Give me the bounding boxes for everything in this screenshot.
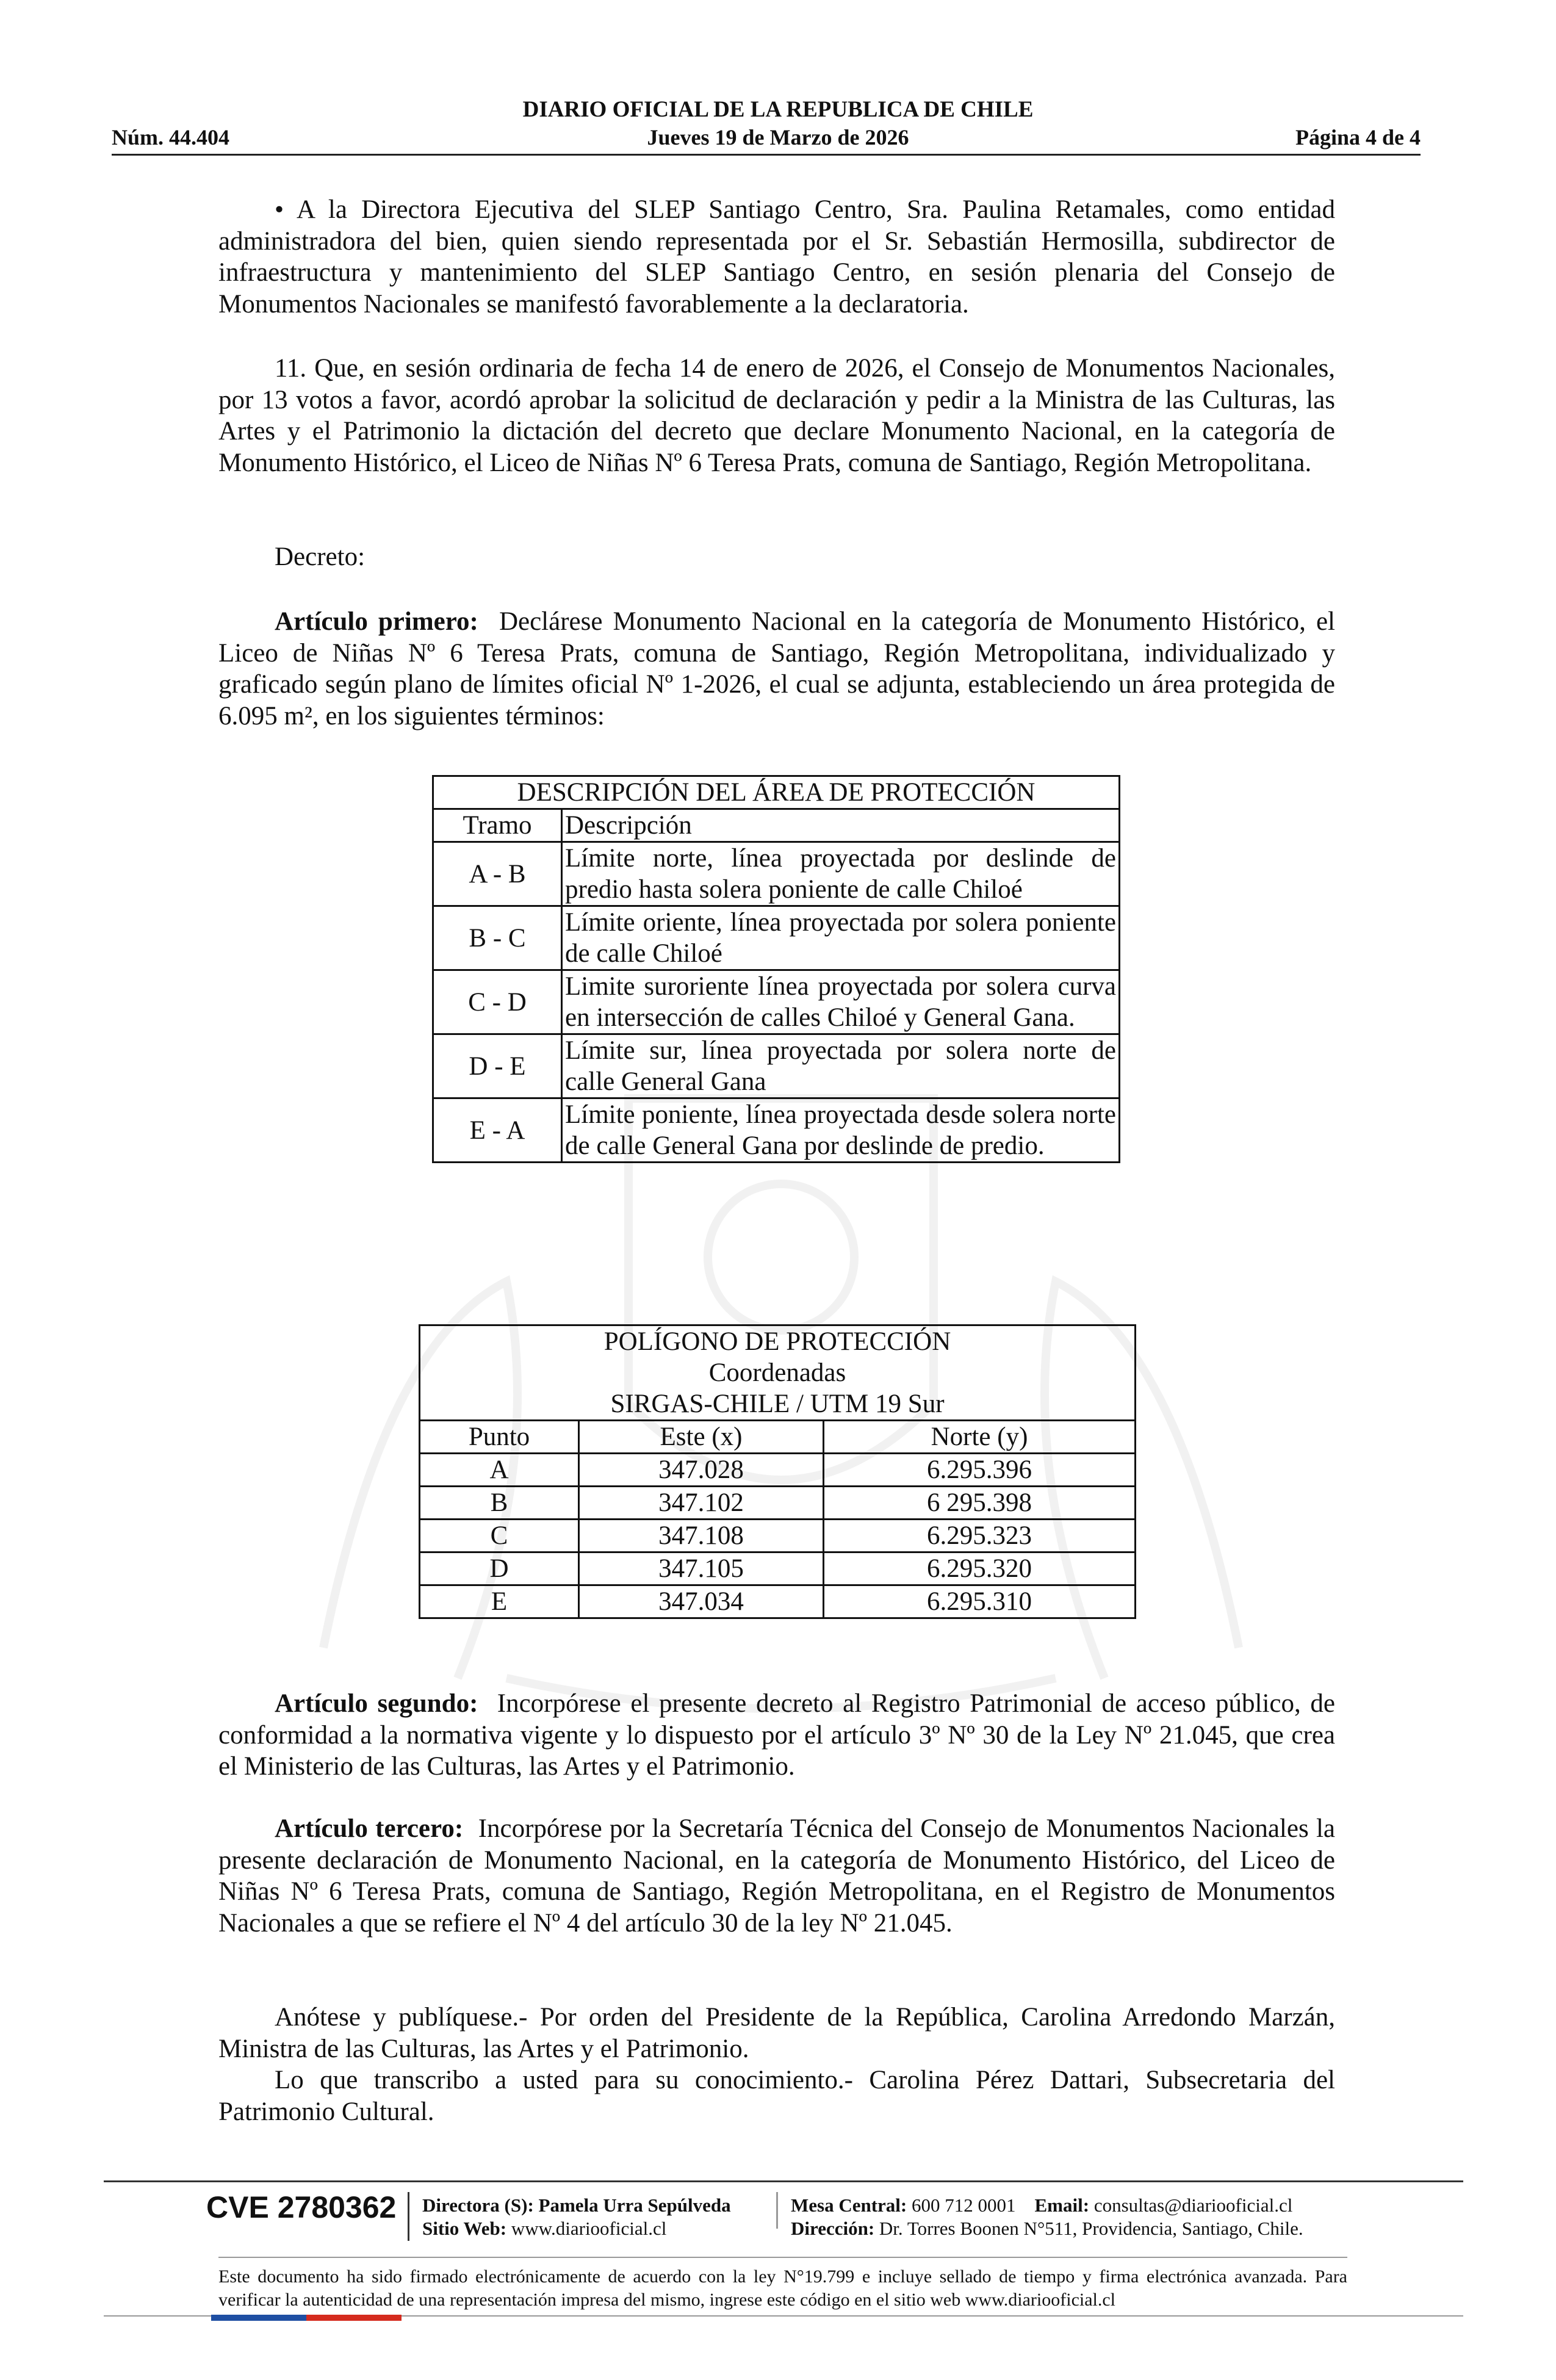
description-cell: Limite suroriente línea proyectada por solera curva en intersección de calles Chiloé y General Gana. <box>562 970 1120 1034</box>
footer-divider-top <box>104 2180 1463 2182</box>
closing-paragraph-1: Anótese y publíquese.- Por orden del Presidente de la República, Carolina Arredondo Marzán, Ministra de las Culturas, las Artes y el Patrimonio. <box>218 2003 1335 2063</box>
director-label: Directora (S): <box>422 2194 534 2216</box>
article-1-label: Artículo primero: <box>275 607 478 636</box>
table-row <box>420 1454 1136 1487</box>
table-row <box>433 842 1120 906</box>
address-value: Dr. Torres Boonen N°511, Providencia, Santiago, Chile. <box>879 2218 1303 2239</box>
col-header-este: Este (x) <box>579 1421 824 1454</box>
table-row <box>420 1585 1136 1618</box>
table-row <box>433 1098 1120 1163</box>
area-table-title: DESCRIPCIÓN DEL ÁREA DE PROTECCIÓN <box>433 776 1120 809</box>
flag-stripe-red <box>306 2315 402 2321</box>
paragraph-11: 11. Que, en sesión ordinaria de fecha 14 de enero de 2026, el Consejo de Monumentos Nacionales, por 13 votos a favor, acordó aprobar la solicitud de declaración y pedir a la Ministra de las Culturas, las Artes y el Patrimonio la dictación del decreto que declare Monumento Nacional, en la categoría de Monumento Histórico, el Liceo de Niñas Nº 6 Teresa Prats, comuna de Santiago, Región Metropolitana. <box>218 354 1335 477</box>
footer-contact-right <box>791 2194 1303 2240</box>
punto-cell: B <box>420 1487 579 1520</box>
tramo-cell: C - D <box>433 970 562 1034</box>
bullet-paragraph: • A la Directora Ejecutiva del SLEP Santiago Centro, Sra. Paulina Retamales, como entidad administradora del bien, quien siendo representada por el Sr. Sebastián Hermosilla, subdirector de infraestructura y mantenimiento del SLEP Santiago Centro, en sesión plenaria del Consejo de Monumentos Nacionales se manifestó favorablemente a la declaratoria. <box>218 195 1335 319</box>
table-row <box>433 970 1120 1034</box>
director-name: Pamela Urra Sepúlveda <box>538 2194 731 2216</box>
description-cell: Límite sur, línea proyectada por solera norte de calle General Gana <box>562 1034 1120 1098</box>
table-row <box>433 1034 1120 1098</box>
col-header-punto: Punto <box>420 1421 579 1454</box>
este-cell: 347.102 <box>579 1487 824 1520</box>
decreto-heading: Decreto: <box>275 543 366 571</box>
email-link[interactable]: consultas@diariooficial.cl <box>1093 2194 1293 2216</box>
footer-separator <box>776 2192 778 2229</box>
footer-divider-middle <box>218 2257 1347 2258</box>
description-cell: Límite poniente, línea proyectada desde solera norte de calle General Gana por deslinde de predio. <box>562 1098 1120 1163</box>
article-3-label: Artículo tercero: <box>275 1814 464 1843</box>
tramo-cell: A - B <box>433 842 562 906</box>
page-indicator: Página 4 de 4 <box>1295 125 1421 150</box>
issue-date: Jueves 19 de Marzo de 2026 <box>647 125 909 150</box>
norte-cell: 6.295.396 <box>824 1454 1136 1487</box>
website-label: Sitio Web: <box>422 2218 507 2239</box>
article-1 <box>218 606 1335 732</box>
closing-paragraph-2: Lo que transcribo a usted para su conocimiento.- Carolina Pérez Dattari, Subsecretaria del Patrimonio Cultural. <box>218 2066 1335 2126</box>
area-description-table <box>432 775 1120 1163</box>
flag-stripe-blue <box>211 2315 306 2321</box>
polygon-title-line3: SIRGAS-CHILE / UTM 19 Sur <box>610 1390 945 1418</box>
table-row <box>433 906 1120 970</box>
footer-contact-left <box>422 2194 731 2240</box>
polygon-table-title <box>420 1325 1136 1421</box>
article-2 <box>218 1688 1335 1783</box>
norte-cell: 6.295.323 <box>824 1520 1136 1552</box>
website-link[interactable]: www.diariooficial.cl <box>511 2218 667 2239</box>
punto-cell: A <box>420 1454 579 1487</box>
table-row <box>420 1487 1136 1520</box>
punto-cell: C <box>420 1520 579 1552</box>
col-header-norte: Norte (y) <box>824 1421 1136 1454</box>
table-row <box>420 1552 1136 1585</box>
phone-value: 600 712 0001 <box>912 2194 1016 2216</box>
tramo-cell: D - E <box>433 1034 562 1098</box>
norte-cell: 6.295.320 <box>824 1552 1136 1585</box>
norte-cell: 6 295.398 <box>824 1487 1136 1520</box>
col-header-descripcion: Descripción <box>562 809 1120 842</box>
footer-separator <box>408 2192 409 2241</box>
article-1-text: Declárese Monumento Nacional en la categoría de Monumento Histórico, el Liceo de Niñas Nº 6 Teresa Prats, comuna de Santiago, Región Metropolitana, individualizado y graficado según plano de límites oficial Nº 1-2026, el cual se adjunta, estableciendo un área protegida de 6.095 m², en los siguientes términos: <box>218 607 1335 730</box>
issue-number: Núm. 44.404 <box>112 125 230 150</box>
article-3-text: Incorpórese por la Secretaría Técnica del Consejo de Monumentos Nacionales la presente declaración de Monumento Nacional, en la categoría de Monumento Histórico, del Liceo de Niñas Nº 6 Teresa Prats, comuna de Santiago, Región Metropolitana, en el Registro de Monumentos Nacionales a que se refiere el Nº 4 del artículo 30 de la ley Nº 21.045. <box>218 1814 1335 1938</box>
este-cell: 347.028 <box>579 1454 824 1487</box>
polygon-title-line2: Coordenadas <box>708 1358 846 1387</box>
header-divider <box>112 154 1421 156</box>
table-row <box>420 1520 1136 1552</box>
email-label: Email: <box>1034 2194 1090 2216</box>
polygon-coordinates-table <box>419 1324 1136 1619</box>
este-cell: 347.034 <box>579 1585 824 1618</box>
article-3 <box>218 1813 1335 1939</box>
este-cell: 347.108 <box>579 1520 824 1552</box>
punto-cell: E <box>420 1585 579 1618</box>
tramo-cell: B - C <box>433 906 562 970</box>
article-2-label: Artículo segundo: <box>275 1689 478 1718</box>
legal-notice: Este documento ha sido firmado electrónicamente de acuerdo con la ley N°19.799 e incluye sellado de tiempo y firma electrónica avanzada. Para verificar la autenticidad de una representación impresa del mismo, ingrese este código en el sitio web www.diariooficial.cl <box>218 2266 1347 2310</box>
norte-cell: 6.295.310 <box>824 1585 1136 1618</box>
polygon-title-line1: POLÍGONO DE PROTECCIÓN <box>603 1327 951 1356</box>
punto-cell: D <box>420 1552 579 1585</box>
article-2-text: Incorpórese el presente decreto al Registro Patrimonial de acceso público, de conformidad a la normativa vigente y lo dispuesto por el artículo 3º Nº 30 de la Ley Nº 21.045, que crea el Ministerio de las Culturas, las Artes y el Patrimonio. <box>218 1689 1336 1781</box>
description-cell: Límite oriente, línea proyectada por solera poniente de calle Chiloé <box>562 906 1120 970</box>
col-header-tramo: Tramo <box>433 809 562 842</box>
phone-label: Mesa Central: <box>791 2194 907 2216</box>
description-cell: Límite norte, línea proyectada por deslinde de predio hasta solera poniente de calle Chiloé <box>562 842 1120 906</box>
tramo-cell: E - A <box>433 1098 562 1163</box>
este-cell: 347.105 <box>579 1552 824 1585</box>
newspaper-title: DIARIO OFICIAL DE LA REPUBLICA DE CHILE <box>522 97 1034 122</box>
cve-code: CVE 2780362 <box>206 2190 397 2224</box>
address-label: Dirección: <box>791 2218 875 2239</box>
